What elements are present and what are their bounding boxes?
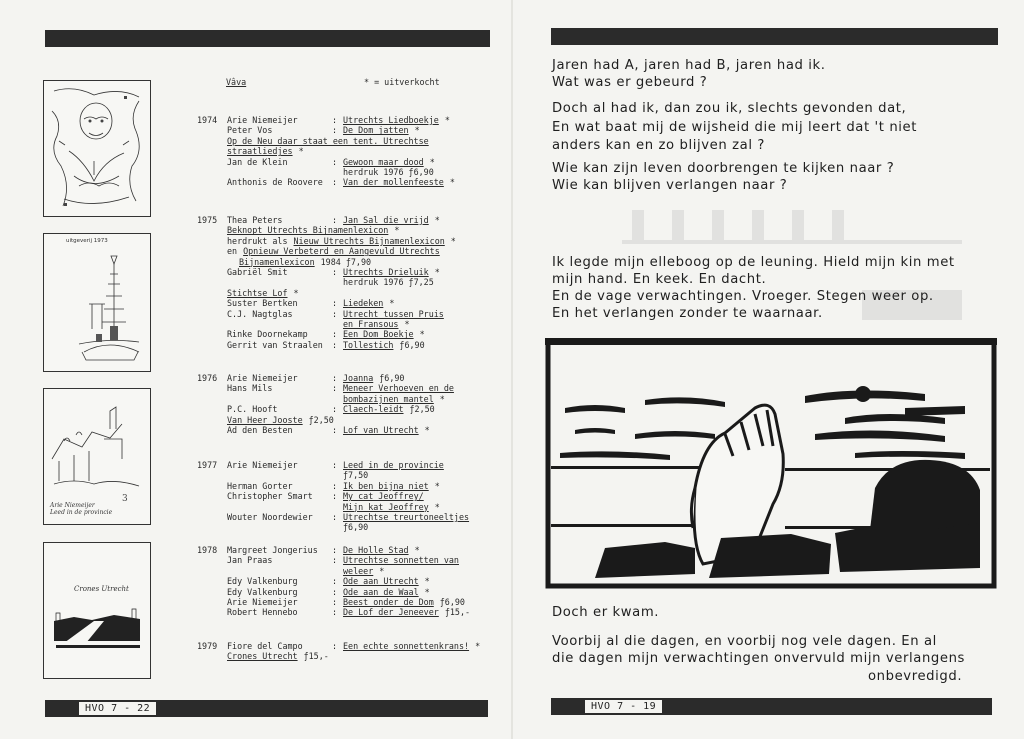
book-title: De Dom jatten [343,125,409,136]
entry-row [197,136,497,146]
title-line [343,267,440,277]
book-title: Een echte sonnettenkrans! [343,641,470,651]
entry-row [197,340,497,350]
separator: : [332,596,338,607]
title-line [343,502,440,512]
author-name: Christopher Smart [227,491,313,502]
separator: : [332,576,338,587]
cover-caption-3: Arie Niemeijer Leed in de provincie [50,502,113,516]
handwritten-line: anders kan en zo blijven zal ? [552,138,765,153]
title-line [343,425,430,435]
entry-row [197,288,497,298]
woodcut-illustration-hand [545,338,997,590]
author-name: C.J. Nagtglas [227,308,293,319]
sold-out-mark: * [394,225,400,236]
entry-row [197,502,497,512]
handwritten-line: Voorbij al die dagen, en voorbij nog vele dagen. En al [552,634,937,649]
entry-row [197,298,497,308]
book-title: Claech-leidt [343,404,404,415]
legend-sold-out-note: * = uitverkocht [364,77,440,87]
author-name: Suster Bertken [227,298,298,309]
separator: : [332,383,338,394]
author-name: Fiore del Campo [227,641,303,651]
price: ƒ2,50 [409,404,435,415]
handwritten-line: Wie kan zijn leven doorbrengen te kijken naar ? [552,161,895,176]
sold-out-mark: * [439,393,445,404]
title-line [343,481,440,491]
entry-row [197,257,497,267]
book-title: Mijn kat Jeoffrey [343,501,429,512]
separator: : [332,125,338,136]
book-title: Ik ben bijna niet [343,480,429,491]
book-title: Nieuw Utrechts Bijnamenlexicon [293,235,445,246]
entry-row [197,522,497,532]
author-name: P.C. Hooft [227,404,278,415]
author-name: Robert Hennebo [227,607,298,618]
title-line [227,415,334,425]
separator: : [332,555,338,566]
entry-row [197,267,497,277]
book-title: Lof van Utrecht [343,424,419,435]
book-title: Beknopt Utrechts Bijnamenlexicon [227,225,389,236]
publication-year: 1975 [197,215,218,225]
sold-out-mark: * [424,424,430,435]
publication-year: 1979 [197,641,218,651]
book-title: Utrechtse treurtoneeltjes [343,511,470,522]
title-line [343,512,469,522]
title-line [343,470,368,480]
entry-row [197,641,497,651]
book-title: De Lof der Jeneever [343,607,439,618]
sold-out-mark: * [429,156,435,167]
publication-year: 1974 [197,115,218,125]
handwritten-line: Doch al had ik, dan zou ik, slechts gevonden dat, [552,101,907,116]
separator: : [332,607,338,618]
entry-row [197,383,497,393]
title-line [343,340,425,350]
book-title: straatliedjes [227,146,293,157]
book-title: Tollestich [343,339,394,350]
entry-row [197,566,497,576]
sold-out-mark: * [450,235,456,246]
author-name: Rinke Doornekamp [227,329,308,340]
entry-row [197,607,497,617]
year-block-1976 [197,373,497,435]
book-title: Utrechts Drieluik [343,266,429,277]
book-title: Utrecht tussen Pruis [343,308,444,319]
book-title: Bijnamenlexicon [239,256,315,267]
entry-row [197,146,497,156]
book-title: Opnieuw Verbeterd en Aangevuld Utrechts [243,246,440,257]
entry-row [197,373,497,383]
price: ƒ2,50 [308,414,334,425]
handwritten-line: En het verlangen zonder te waarnaar. [552,306,823,321]
entry-row [197,481,497,491]
sold-out-mark: * [419,329,425,340]
book-title: Utrechtse sonnetten van [343,555,459,566]
title-line [343,404,435,414]
book-title: My cat Jeoffrey/ [343,491,424,502]
separator: : [332,177,338,188]
sold-out-mark: * [424,576,430,587]
entry-row [197,277,497,287]
title-line [343,522,368,532]
author-name: Jan de Klein [227,156,288,167]
handwritten-line: En de vage verwachtingen. Vroeger. Stegen weer op. [552,289,934,304]
sold-out-mark: * [449,177,455,188]
entry-row [197,236,497,246]
sold-out-mark: * [434,266,440,277]
author-name: Herman Gorter [227,480,293,491]
title-line [343,587,430,597]
separator: : [332,215,338,225]
handwritten-line: Wie kan blijven verlangen naar ? [552,178,788,193]
author-name: Margreet Jongerius [227,545,318,555]
entry-row [197,319,497,329]
entry-row [197,404,497,414]
author-name: Peter Vos [227,125,273,136]
sold-out-mark: * [298,146,304,157]
separator: : [332,308,338,319]
book-title: Beest onder de Dom [343,596,434,607]
title-line [343,491,424,501]
title-line [343,597,465,607]
title-line [343,319,410,329]
year-block-1977 [197,460,497,533]
entry-row [197,125,497,135]
entry-row [197,470,497,480]
entry-row [197,587,497,597]
publication-year: 1976 [197,373,218,383]
sold-out-mark: * [434,480,440,491]
separator: : [332,491,338,502]
author-name: Gerrit van Straalen [227,339,323,350]
page-number-right: HVO 7 - 19 [585,700,662,713]
price: ƒ6,90 [379,373,405,383]
page-number-left: HVO 7 - 22 [79,702,156,715]
price: ƒ6,90 [439,596,465,607]
author-name: Edy Valkenburg [227,576,298,587]
sold-out-mark: * [434,215,440,225]
sold-out-mark: * [475,641,481,651]
sold-out-mark: * [414,125,420,136]
entry-row [197,225,497,235]
book-title: weleer [343,565,374,576]
book-title: Op de Neu daar staat een tent. Utrechtse [227,135,429,146]
entry-row [197,545,497,555]
separator: : [332,266,338,277]
title-line [343,177,455,187]
title-line [343,555,459,565]
title-line [227,146,304,156]
year-block-1974 [197,115,497,188]
author-name: Gabriël Smit [227,266,288,277]
title-line [343,383,454,393]
title-line [343,460,444,470]
entry-row [197,167,497,177]
publication-year: 1977 [197,460,218,470]
book-title: Jan Sal die vrijd [343,215,429,225]
separator: : [332,404,338,415]
title-line [343,545,420,555]
entry-row [197,425,497,435]
entry-row [197,157,497,167]
header-bar-left [45,30,490,47]
book-title: Meneer Verhoeven en de [343,383,454,394]
handwritten-line: En wat baat mij de wijsheid die mij leert dat 't niet [552,120,918,135]
book-title: Crones Utrecht [227,651,298,662]
handwritten-line: Wat was er gebeurd ? [552,75,708,90]
entry-row [197,651,497,661]
separator: : [332,586,338,597]
book-title: Van Heer Jooste [227,414,303,425]
title-line [343,394,445,404]
title-line [343,576,430,586]
price: ƒ15,- [303,651,329,662]
handwritten-line: Ik legde mijn elleboog op de leuning. Hield mijn kin met [552,255,955,270]
entry-row [197,309,497,319]
title-line [343,125,420,135]
entry-row [197,460,497,470]
legend-vava: Vâva [226,77,247,87]
footer-bar-right [551,698,992,715]
book-title: Liedeken [343,298,384,309]
separator: : [332,115,338,125]
title-line [343,607,470,617]
handwritten-line: Jaren had A, jaren had B, jaren had ik. [552,58,826,73]
book-title: Een Dom Boekje [343,329,414,340]
entry-row [197,115,497,125]
handwritten-line: mijn hand. En keek. En dacht. [552,272,767,287]
footer-bar-left [45,700,488,717]
legend [226,77,440,87]
separator: : [332,329,338,340]
book-title: Leed in de provincie [343,460,444,470]
book-title: bombazijnen mantel [343,393,434,404]
title-line [227,246,440,256]
cover-thumbnail-3 [43,388,151,525]
header-bar-right [551,28,998,45]
author-name: Hans Mils [227,383,273,394]
book-title: Gewoon maar dood [343,156,424,167]
entry-row [197,512,497,522]
handwritten-line: onbevredigd. [868,669,963,684]
title-line [227,225,399,235]
sold-out-mark: * [379,565,385,576]
svg-text:3: 3 [122,494,128,504]
title-line [343,641,480,651]
entry-row [197,329,497,339]
price: ƒ6,90 [399,339,425,350]
sold-out-mark: * [444,115,450,125]
separator: : [332,156,338,167]
price: ƒ15,- [444,607,471,618]
edition-note: herdruk 1976 ƒ6,90 [343,166,434,177]
entry-row [197,177,497,187]
book-title: Stichtse Lof [227,287,288,298]
separator: : [332,298,338,309]
author-name: Wouter Noordewier [227,511,313,522]
entry-row [197,246,497,256]
title-line [343,115,450,125]
sold-out-mark: * [404,318,410,329]
author-name: Jan Praas [227,555,273,566]
edition-note: herdrukt als [227,235,288,246]
sold-out-mark: * [424,586,430,597]
title-line [343,277,434,287]
edition-note: herdruk 1976 ƒ7,25 [343,277,434,288]
title-line [343,167,434,177]
separator: : [332,545,338,555]
title-line [227,288,299,298]
author-name: Arie Niemeijer [227,373,298,383]
cover-thumbnail-4 [43,542,151,679]
handwritten-line: Doch er kwam. [552,605,660,620]
entry-row [197,576,497,586]
book-title: en Fransous [343,318,399,329]
title-line [343,298,394,308]
edition-note: ƒ7,50 [343,470,369,481]
year-block-1975 [197,215,497,350]
separator: : [332,373,338,383]
author-name: Arie Niemeijer [227,115,298,125]
entry-row [197,415,497,425]
book-title: Ode aan Utrecht [343,576,419,587]
title-line [343,373,404,383]
separator: : [332,511,338,522]
cover-caption-4: Crones Utrecht [74,585,129,593]
cover-thumbnail-1 [43,80,151,217]
author-name: Thea Peters [227,215,283,225]
title-line [343,566,384,576]
separator: : [332,480,338,491]
title-line [343,215,440,225]
entry-row [197,555,497,565]
title-line [227,136,429,146]
entry-row [197,215,497,225]
cover-thumbnail-2 [43,233,151,372]
separator: : [332,641,338,651]
title-line [239,257,371,267]
book-title: De Holle Stad [343,545,409,555]
handwritten-line: die dagen mijn verwachtingen onvervuld mijn verlangens [552,651,966,666]
entry-row [197,491,497,501]
publication-year: 1978 [197,545,218,555]
separator: : [332,460,338,470]
book-title: Joanna [343,373,374,383]
separator: : [332,424,338,435]
entry-row [197,394,497,404]
book-title: Van der mollenfeeste [343,177,444,188]
title-line [343,329,425,339]
author-name: Ad den Besten [227,424,293,435]
edition-note: ƒ6,90 [343,522,369,533]
year-block-1979 [197,641,497,662]
sold-out-mark: * [434,501,440,512]
year-block-1978 [197,545,497,618]
sold-out-mark: * [389,298,395,309]
edition-note: en [227,246,238,257]
title-line [343,309,444,319]
spread-fold [511,0,513,739]
entry-row [197,597,497,607]
author-name: Edy Valkenburg [227,586,298,597]
book-title: Utrechts Liedboekje [343,115,439,125]
author-name: Arie Niemeijer [227,596,298,607]
cover-caption-2: uitgeverij 1973 [66,238,108,244]
title-line [227,236,456,246]
sold-out-mark: * [293,287,299,298]
author-name: Arie Niemeijer [227,460,298,470]
title-line [227,651,329,661]
separator: : [332,339,338,350]
book-title: Ode aan de Waal [343,586,419,597]
sold-out-mark: * [414,545,420,555]
author-name: Anthonis de Roovere [227,177,323,188]
title-line [343,157,435,167]
price: 1984 ƒ7,90 [320,256,372,267]
